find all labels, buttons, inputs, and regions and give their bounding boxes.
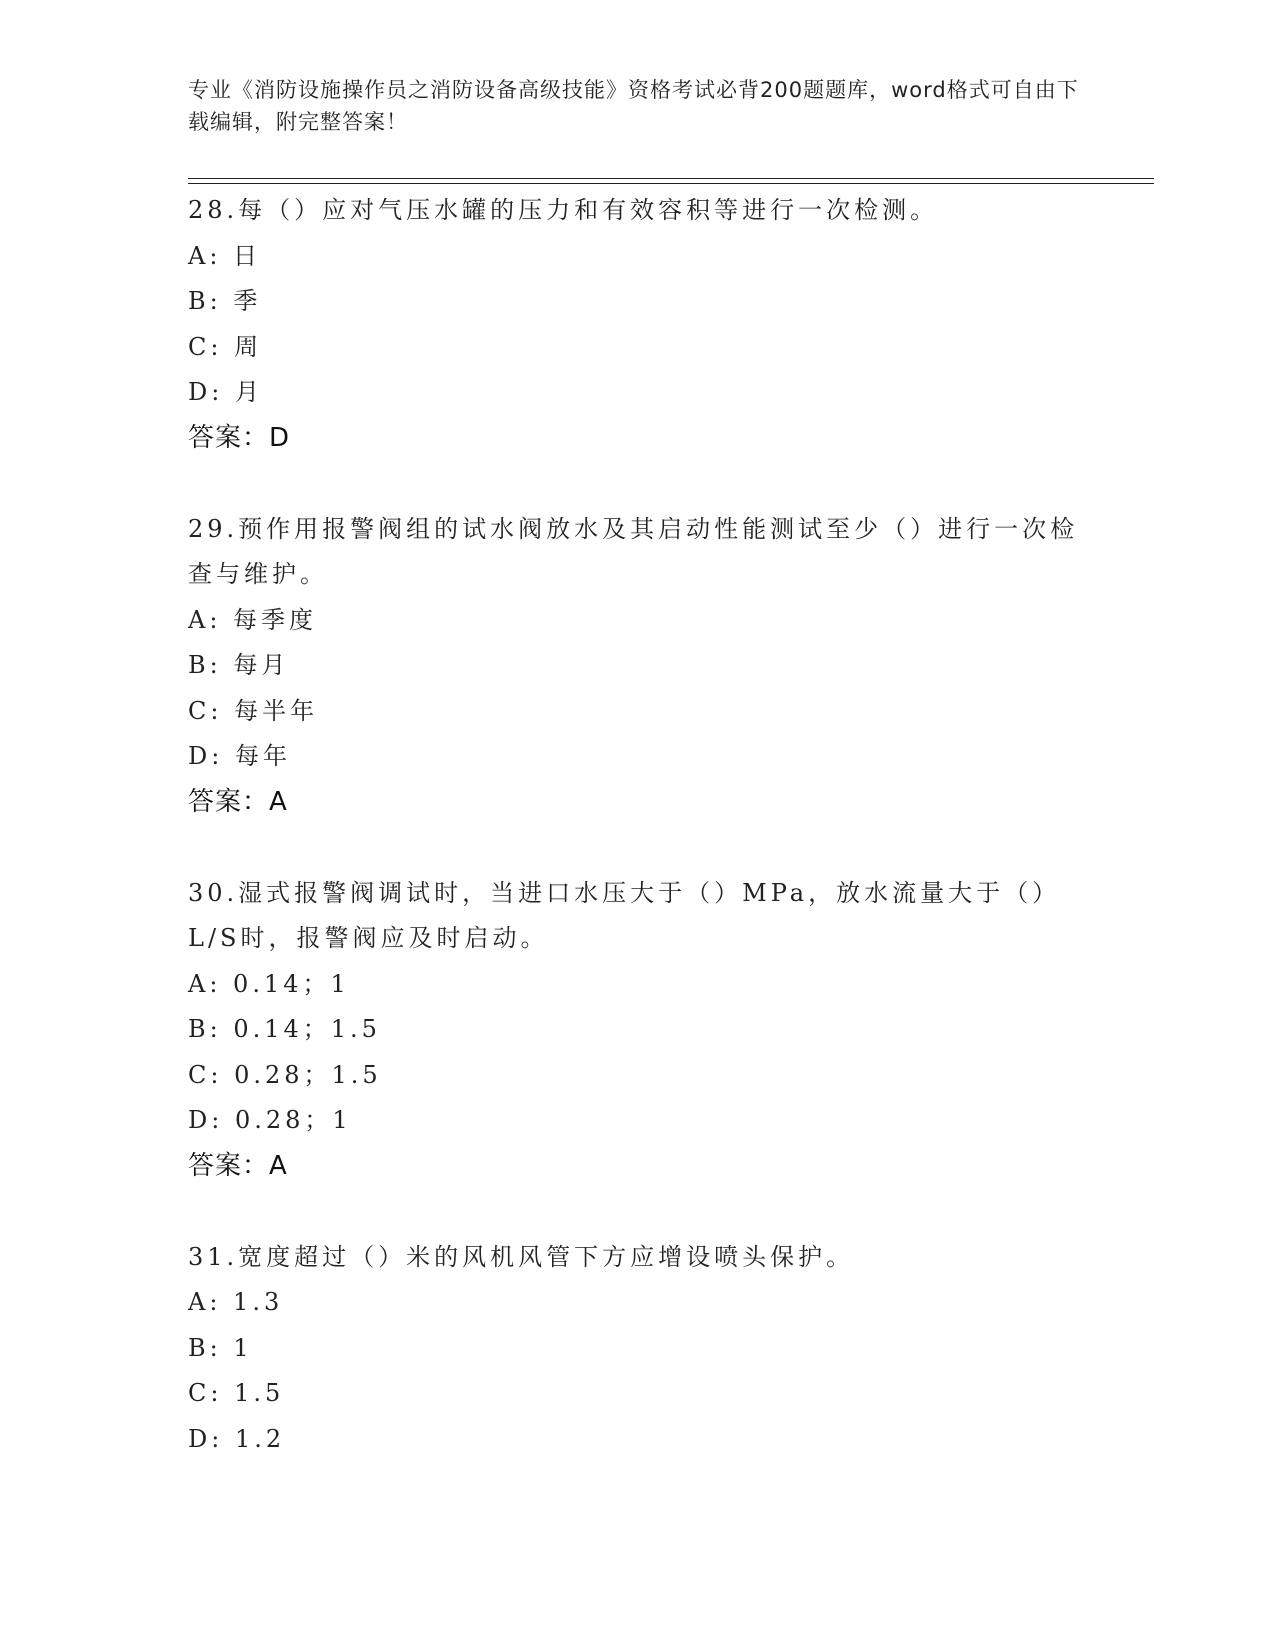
option-c: C: 周 xyxy=(188,332,263,361)
question-spacer xyxy=(188,825,1088,871)
question-stem: 31.宽度超过（）米的风机风管下方应增设喷头保护。 xyxy=(188,1242,855,1271)
answer-line: 答案：D xyxy=(188,422,291,453)
option-d: D: 0.28；1 xyxy=(188,1106,352,1134)
option-a: A: 0.14；1 xyxy=(188,969,350,998)
option-b: B: 1 xyxy=(188,1333,253,1362)
question-28 xyxy=(188,188,1088,461)
question-stem: 30.湿式报警阀调试时，当进口水压大于（）MPa，放水流量大于（）L/S时，报警阀应及时启动。 xyxy=(188,878,1061,952)
option-a: A: 日 xyxy=(188,241,262,270)
question-30 xyxy=(188,871,1088,1190)
header-divider-top xyxy=(188,178,1154,179)
option-d: D: 月 xyxy=(188,378,263,406)
question-list xyxy=(188,188,1088,1462)
option-c: C: 每半年 xyxy=(188,696,319,725)
question-stem: 29.预作用报警阀组的试水阀放水及其启动性能测试至少（）进行一次检查与维护。 xyxy=(188,514,1079,588)
option-d: D: 每年 xyxy=(188,742,291,770)
option-b: B: 0.14；1.5 xyxy=(188,1015,381,1043)
option-a: A: 每季度 xyxy=(188,605,318,634)
option-c: C: 1.5 xyxy=(188,1379,285,1407)
question-stem: 28.每（）应对气压水罐的压力和有效容积等进行一次检测。 xyxy=(188,196,939,224)
option-b: B: 季 xyxy=(188,287,262,315)
document-header: 专业《消防设施操作员之消防设备高级技能》资格考试必背200题题库，word格式可自由下载编辑，附完整答案！ xyxy=(188,78,1079,134)
option-c: C: 0.28；1.5 xyxy=(188,1060,382,1089)
answer-line: 答案：A xyxy=(188,1150,288,1181)
question-31 xyxy=(188,1235,1088,1463)
question-spacer xyxy=(188,461,1088,507)
header-divider-bottom xyxy=(188,183,1154,184)
option-a: A: 1.3 xyxy=(188,1288,284,1316)
option-b: B: 每月 xyxy=(188,651,290,679)
question-29 xyxy=(188,507,1088,826)
option-d: D: 1.2 xyxy=(188,1424,286,1453)
answer-line: 答案：A xyxy=(188,786,288,817)
question-spacer xyxy=(188,1189,1088,1235)
